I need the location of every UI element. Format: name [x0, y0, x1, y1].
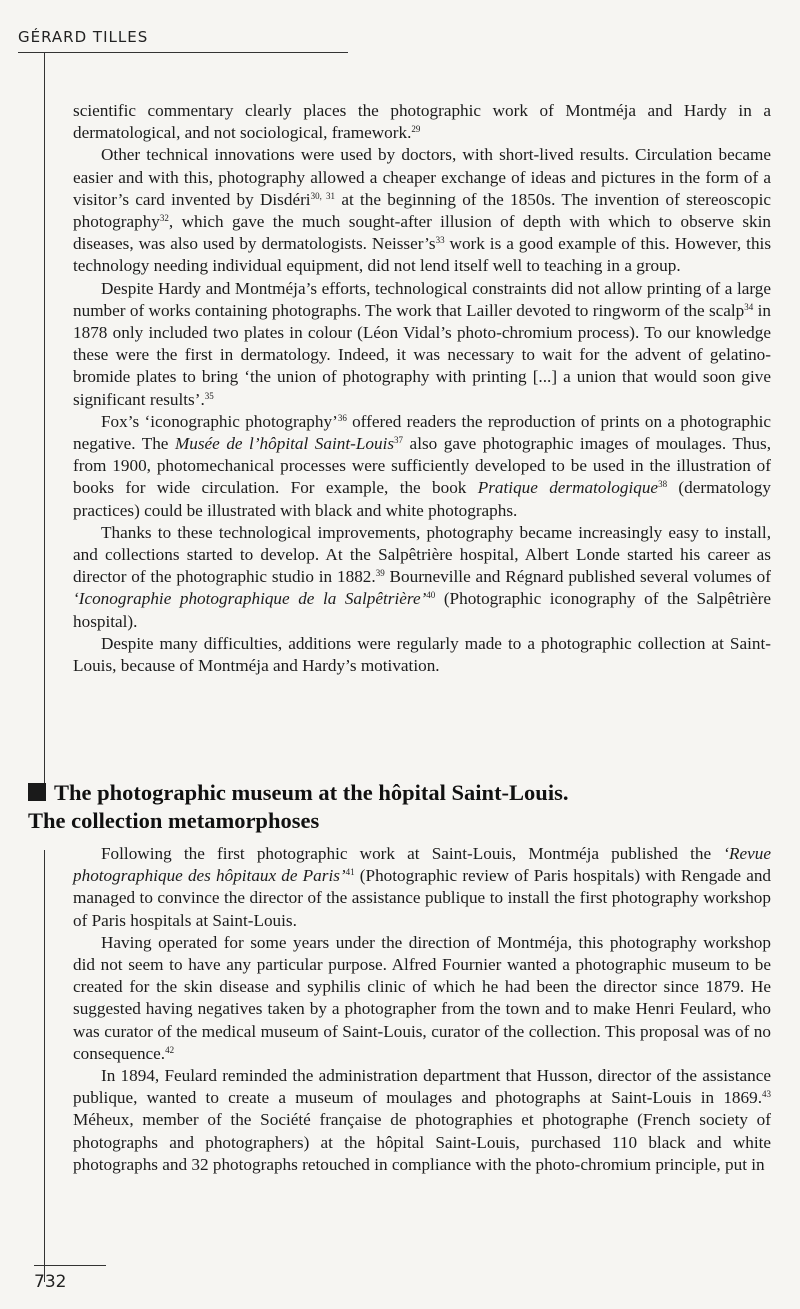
italic-title: ‘Iconographie photographique de la Salpêtrière’	[73, 589, 427, 609]
text-run: (Photographic review of Paris hospitals) with Rengade and managed to convince the director of the assistance publique to install the first photography workshop of Paris hospitals at Saint-Louis.	[73, 866, 772, 930]
footnote-ref: 38	[658, 479, 668, 490]
body-text-after-section	[73, 843, 771, 1176]
footer-rule	[34, 1265, 106, 1266]
footnote-ref: 35	[204, 390, 214, 401]
text-run: Méheux, member of the Société française de photographies et photographe (French society of photographs and photographers) at the hôpital Saint-Louis, purchased 110 black and white photographs and 32 photographs retouched in compliance with the photo-chromium principle, put in	[73, 1110, 771, 1174]
text-run: Other technical innovations were used by doctors, with short-lived results. Circulation became easier and with this, photography allowed a cheaper exchange of ideas and pictures in the form of a visitor’s card invented by Disdéri	[73, 145, 771, 209]
paragraph	[73, 633, 771, 677]
footnote-ref: 30, 31	[310, 190, 336, 201]
running-head: GÉRARD TILLES	[18, 28, 149, 46]
text-run: In 1894, Feulard reminded the administration department that Husson, director of the assistance publique, wanted to create a museum of moulages and photographs at Saint-Louis in 1869.	[73, 1066, 771, 1108]
paragraph	[73, 932, 771, 1065]
footnote-ref: 41	[345, 867, 355, 878]
paragraph	[73, 1065, 771, 1176]
section-heading-line2: The collection metamorphoses	[28, 808, 320, 833]
text-run: (dermatology practices) could be illustrated with black and white photographs.	[73, 478, 771, 520]
footnote-ref: 36	[337, 412, 347, 423]
body-text-before-section	[73, 100, 771, 677]
footnote-ref: 33	[435, 235, 445, 246]
paragraph	[73, 843, 771, 932]
square-bullet-icon	[28, 783, 46, 801]
footnote-ref: 32	[159, 213, 169, 224]
text-run: Having operated for some years under the direction of Montméja, this photography workshop did not seem to have any particular purpose. Alfred Fournier wanted a photographic museum to be created for the skin disease and syphilis clinic of which he had been the director since 1879. He suggested having negatives taken by a photographer from the town and to make Henri Feulard, who was curator of the medical museum of Saint-Louis, curator of the collection. This proposal was of no consequence.	[73, 932, 771, 1063]
page-number: 732	[34, 1272, 67, 1292]
text-run: (Photographic iconography of the Salpêtrière hospital).	[73, 589, 771, 631]
header-rule	[18, 52, 348, 53]
footnote-ref: 29	[411, 124, 421, 135]
paragraph	[73, 100, 771, 144]
text-run: in 1878 only included two plates in colour (Léon Vidal’s photo-chromium process). To our knowledge these were the first in dermatology. Indeed, it was necessary to wait for the advent of gelatino-bromide plates to bring ‘the union of photography with printing [...] a union that would soon give significant results’.	[73, 300, 771, 409]
text-run: offered readers the reproduction of prints on a photographic negative. The	[73, 411, 771, 454]
text-run: work is a good example of this. However, this technology needing individual equipment, did not lend itself well to teaching in a group.	[73, 234, 772, 276]
text-run: Thanks to these technological improvements, photography became increasingly easy to install, and collections started to develop. At the Salpêtrière hospital, Albert Londe started his career as director of the photographic studio in 1882.	[73, 522, 771, 587]
text-run: Despite many difficulties, additions were regularly made to a photographic collection at Saint-Louis, because of Montméja and Hardy’s motivation.	[73, 633, 771, 676]
footnote-ref: 40	[426, 590, 436, 601]
paragraph	[73, 411, 771, 522]
margin-rule-lower	[44, 850, 45, 1282]
footnote-ref: 43	[762, 1089, 771, 1100]
text-run: Following the first photographic work at Saint-Louis, Montméja published the	[101, 844, 724, 863]
italic-title: Musée de l’hôpital Saint-Louis	[174, 434, 395, 454]
paragraph	[73, 144, 771, 277]
text-run: Fox’s ‘iconographic photography’	[101, 411, 338, 431]
section-heading-line1: The photographic museum at the hôpital Saint-Louis.	[54, 780, 569, 805]
paragraph	[73, 278, 771, 411]
text-run: at the beginning of the 1850s. The invention of stereoscopic photography	[73, 189, 772, 232]
paragraph	[73, 522, 771, 633]
section-heading	[28, 779, 773, 835]
text-run: , which gave the much sought-after illusion of depth with which to observe skin diseases, was also used by dermatologists. Neisser’s	[73, 212, 771, 254]
italic-title: ‘Revue photographique des hôpitaux de Paris’	[73, 844, 771, 886]
footnote-ref: 37	[394, 435, 404, 446]
text-run: Bourneville and Régnard published several volumes of	[384, 567, 771, 587]
text-run: scientific commentary clearly places the photographic work of Montméja and Hardy in a dermatological, and not sociological, framework.	[73, 101, 771, 143]
text-run: Despite Hardy and Montméja’s efforts, technological constraints did not allow printing of a large number of works containing photographs. The work that Lailler devoted to ringworm of the scalp	[73, 278, 771, 320]
footnote-ref: 34	[744, 301, 754, 312]
footnote-ref: 39	[375, 568, 385, 579]
footnote-ref: 42	[165, 1044, 175, 1055]
italic-title: Pratique dermatologique	[477, 478, 659, 498]
margin-rule-upper	[44, 52, 45, 787]
text-run: also gave photographic images of moulages. Thus, from 1900, photomechanical processes were sufficiently developed to be used in the illustration of books for wide circulation. For example, the book	[73, 434, 771, 498]
